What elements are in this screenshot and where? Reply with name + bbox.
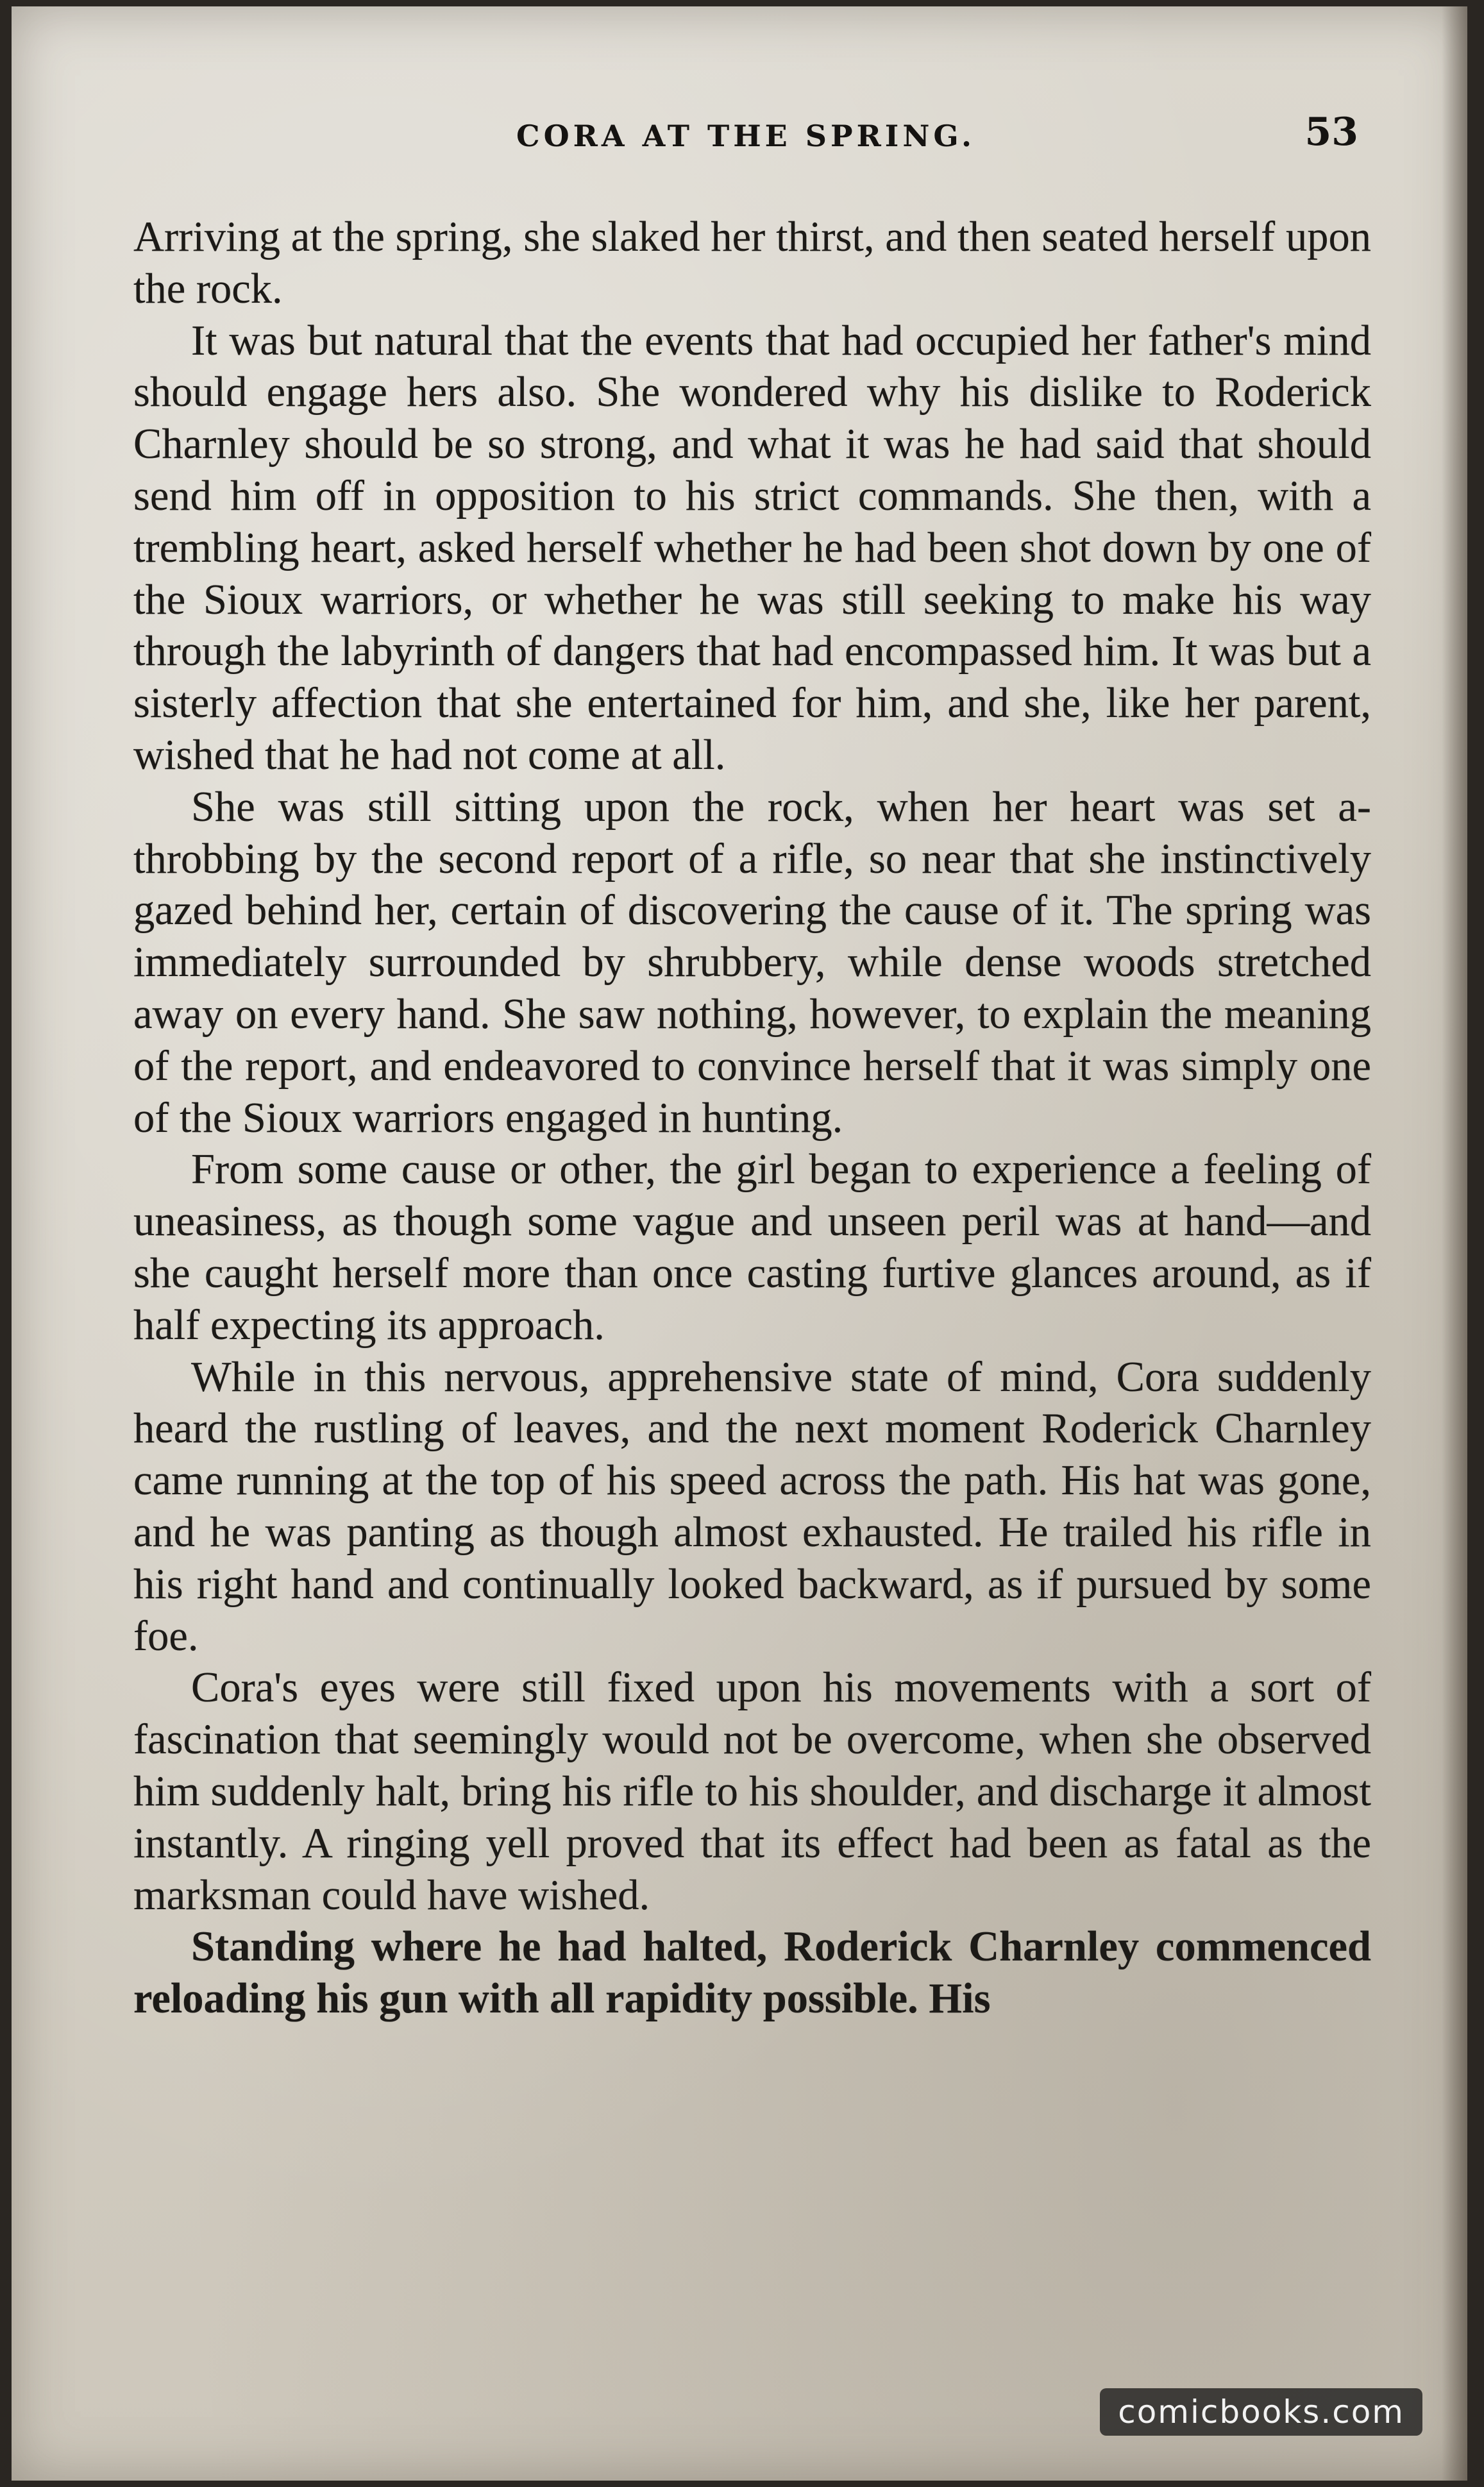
paragraph: Arriving at the spring, she slaked her thirst, and then seated herself upon the rock.	[133, 214, 1371, 312]
running-title: CORA AT THE SPRING.	[516, 119, 976, 153]
paragraph: While in this nervous, apprehensive state of mind, Cora suddenly heard the rustling of leaves, and the next moment Roderick Charnley came running at the top of his speed across the path. His hat was gone, and he was panting as though almost exhausted. He trailed his rifle in his right hand and continually looked backward, as if pursued by some foe.	[133, 1353, 1371, 1660]
page-spine-shadow	[1442, 6, 1467, 2481]
body-text	[133, 212, 1371, 2025]
paragraph: She was still sitting upon the rock, when her heart was set a-throbbing by the second report of a rifle, so near that she instinctively gazed behind her, certain of discovering the cause of it. The spring was immediately surrounded by shrubbery, while dense woods stretched away on every hand. She saw nothing, however, to explain the meaning of the report, and endeavored to convince herself that it was simply one of the Sioux warriors engaged in hunting.	[133, 783, 1371, 1142]
page-header	[133, 110, 1358, 170]
site-watermark: comicbooks.com	[1100, 2388, 1422, 2436]
paragraph: Standing where he had halted, Roderick Charnley commenced reloading his gun with all rapidity possible. His	[133, 1923, 1371, 2023]
book-page	[12, 6, 1467, 2481]
paragraph: It was but natural that the events that had occupied her father's mind should engage hers also. She wondered why his dislike to Roderick Charnley should be so strong, and what it was he had said that should send him off in opposition to his strict commands. She then, with a trembling heart, asked herself whether he had been shot down by one of the Sioux warriors, or whether he was still seeking to make his way through the labyrinth of dangers that had encompassed him. It was but a sisterly affection that she entertained for him, and she, like her parent, wished that he had not come at all.	[133, 317, 1371, 779]
paragraph: From some cause or other, the girl began to experience a feeling of uneasiness, as though some vague and unseen peril was at hand—and she caught herself more than once casting furtive glances around, as if half expecting its approach.	[133, 1146, 1371, 1349]
paragraph: Cora's eyes were still fixed upon his movements with a sort of fascination that seemingly would not be overcome, when she observed him suddenly halt, bring his rifle to his shoulder, and discharge it almost instantly. A ringing yell proved that its effect had been as fatal as the marksman could have wished.	[133, 1664, 1371, 1919]
page-number: 53	[1304, 110, 1358, 155]
